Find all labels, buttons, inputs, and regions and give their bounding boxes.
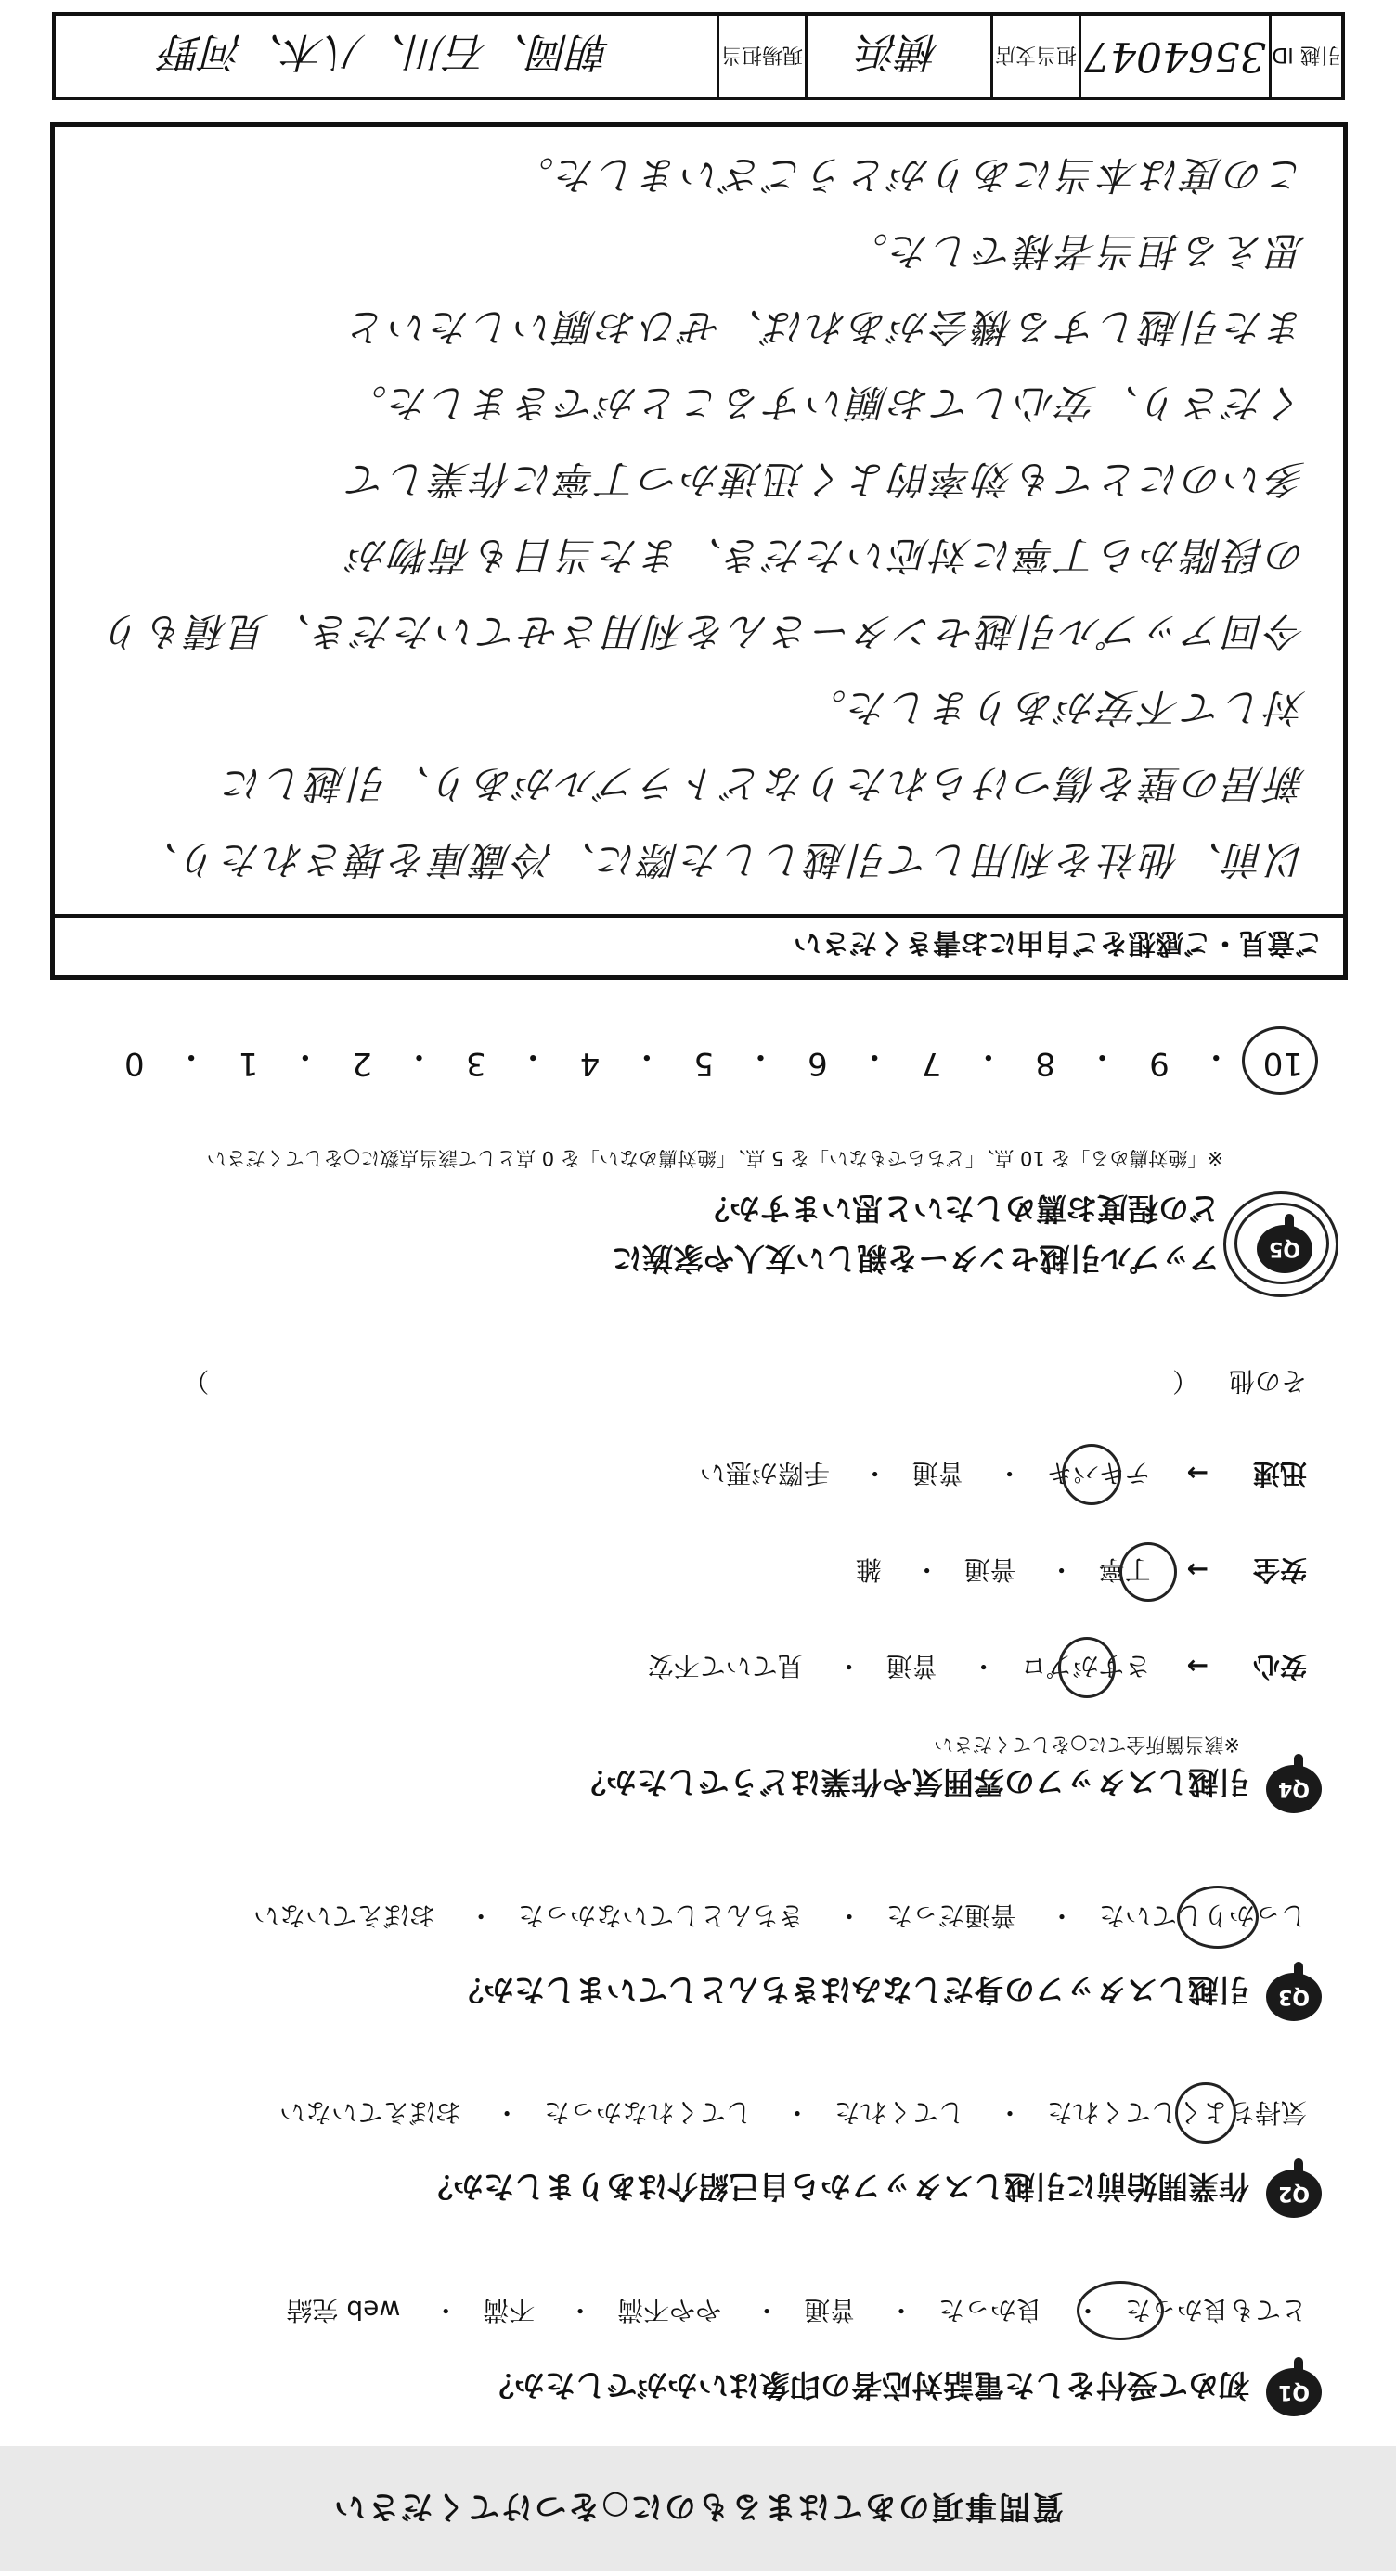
q4-option[interactable]: 手際が悪い	[699, 1458, 830, 1488]
q5-selection-circle	[1242, 1026, 1318, 1095]
q4-option[interactable]: 丁寧	[1098, 1554, 1151, 1585]
q5-score[interactable]: 4	[579, 1045, 601, 1082]
q5-score[interactable]: 8	[1035, 1045, 1056, 1082]
comment-line[interactable]: 多いのにとても効率的よく迅速かつ丁寧に作業して	[344, 457, 1306, 502]
comment-line[interactable]: また引越しする機会があれば、ぜひお願いしたいと	[344, 304, 1306, 350]
instruction-bar	[0, 2446, 1396, 2571]
id-value-cell[interactable]	[1081, 16, 1272, 97]
staff-info-table	[52, 12, 1345, 100]
comment-divider	[55, 914, 1343, 918]
q4-option[interactable]: 見ていて不安	[647, 1651, 804, 1681]
q4-other	[183, 1364, 1307, 1401]
q4-anshin-circle	[1058, 1637, 1116, 1698]
q1-option[interactable]: とても良かった	[1124, 2295, 1307, 2325]
q4-other-paren-close: ）	[183, 1366, 210, 1397]
q3-text: 引越しスタッフの身だしなみはきちんとしていましたか？	[453, 1972, 1249, 2008]
q5-badge: Q5	[1257, 1225, 1312, 1273]
q1-options: とても良かった・ 良かった・ 普通・ やや不満・ 不満・ web 完結	[287, 2293, 1308, 2330]
q1-selection-circle	[1077, 2281, 1164, 2340]
q4-option[interactable]: 普通	[885, 1651, 938, 1681]
q1-option[interactable]: 普通	[804, 2295, 857, 2325]
q2-selection-circle	[1175, 2082, 1236, 2144]
q4-badge: Q4	[1266, 1765, 1322, 1813]
branch-value-cell[interactable]	[808, 16, 993, 97]
q3-badge: Q3	[1266, 1973, 1322, 2021]
q4-jinsoku-circle	[1062, 1444, 1121, 1505]
q3-option[interactable]: きちんとしていなかった	[518, 1900, 805, 1931]
q3-option[interactable]: 普通だった	[886, 1900, 1017, 1931]
comment-line[interactable]: この度は本当にありがとうございました。	[511, 152, 1306, 198]
q5-score[interactable]: 6	[808, 1045, 828, 1082]
q4-anzen-circle	[1119, 1542, 1177, 1602]
leader-label-cell	[719, 16, 808, 97]
q5-scale: 10 ・ 9 ・ 8 ・ 7 ・ 6 ・ 5 ・ 4 ・ 3 ・ 2 ・ 1 ・ 0	[124, 1037, 1303, 1082]
leader-label: 現場担当	[721, 43, 804, 66]
q4-option[interactable]: 普通	[911, 1458, 964, 1488]
q4-note: ※該当箇所全てに○をしてください	[934, 1733, 1240, 1756]
q2-option[interactable]: 気持ちよくしてくれた	[1046, 2097, 1307, 2128]
q2-option[interactable]: してくれた	[834, 2097, 965, 2128]
id-label: 引越 ID	[1272, 43, 1341, 66]
q4-option[interactable]: 雑	[855, 1554, 882, 1585]
comment-line[interactable]: の段階から丁寧に対応いただき、また当日も荷物が	[346, 533, 1306, 578]
comment-line[interactable]: 対して不安がありました。	[804, 685, 1306, 730]
q4-row-label: 迅速	[1252, 1458, 1307, 1489]
q5-score[interactable]: 3	[466, 1045, 486, 1082]
id-label-cell	[1272, 16, 1341, 97]
q4-option[interactable]: 普通	[963, 1554, 1016, 1585]
q1-text: 初めて受付をした電話対応者の印象はいかがでしたか？	[484, 2367, 1249, 2403]
comment-line[interactable]: 今回アップル引越センターさんを利用させていただき、見積もり	[101, 609, 1306, 654]
q5-score[interactable]: 1	[238, 1045, 259, 1082]
q2-text: 作業開始前に引越しスタッフから自己紹介はありましたか？	[422, 2169, 1249, 2205]
q1-option[interactable]: やや不満	[617, 2295, 722, 2325]
branch-label: 担当支店	[995, 43, 1078, 66]
q5-text-line2: どの程度お薦めしたいと思いますか？	[699, 1191, 1220, 1227]
q4-row-label: 安全	[1252, 1554, 1307, 1586]
comment-line[interactable]: くださり、安心してお願いすることができました。	[344, 380, 1306, 426]
q5-score[interactable]: 5	[693, 1045, 715, 1082]
q3-options: しっかりしていた・ 普通だった・ きちんとしていなかった・ おぼえていない	[253, 1899, 1307, 1936]
comment-box	[50, 122, 1348, 980]
q2-badge: Q2	[1266, 2170, 1322, 2218]
q5-score[interactable]: 0	[124, 1045, 145, 1082]
q5-score[interactable]: 9	[1149, 1045, 1170, 1082]
q1-option[interactable]: 良かった	[938, 2295, 1043, 2325]
q3-option[interactable]: しっかりしていた	[1098, 1900, 1307, 1931]
comment-line[interactable]: 思える担当者様でした。	[846, 228, 1306, 274]
q1-option[interactable]: web 完結	[286, 2295, 401, 2325]
q5-text-line1: アップル引越センターを親しい友人や家族に	[611, 1241, 1220, 1277]
q1-badge: Q1	[1266, 2368, 1322, 2416]
q4-row-anzen: 安全→ 丁寧・ 普通・ 雑	[856, 1552, 1307, 1591]
q4-text: 引越しスタッフの雰囲気や作業はどうでしたか？	[575, 1764, 1249, 1800]
comment-line[interactable]: 新居の壁を傷つけられたりなどトラブルがあり、引越しに	[221, 761, 1306, 806]
comment-line[interactable]: 以前、他社を利用して引越しした際に、冷蔵庫を壊されたり、	[136, 837, 1306, 882]
q5-note: ※「絶対薦める」を 10 点、「どちらでもない」を 5 点、「絶対薦めない」を 0 点として該当点数に○をしてください	[206, 1147, 1223, 1169]
q4-option[interactable]: テキパキ	[1046, 1458, 1151, 1488]
comment-title: ご意見・ご感想をご自由にお書きください	[794, 926, 1323, 959]
q2-option[interactable]: おぼえていない	[279, 2097, 462, 2128]
q2-option[interactable]: してくれなかった	[544, 2097, 753, 2128]
q4-row-label: 安心	[1252, 1651, 1307, 1682]
q3-selection-circle	[1177, 1886, 1259, 1949]
q4-row-jinsoku: 迅速→ テキパキ・ 普通・ 手際が悪い	[700, 1456, 1307, 1494]
id-value: 3564047	[1084, 32, 1266, 80]
q4-other-paren-open: （	[1172, 1366, 1199, 1397]
q5-score[interactable]: 7	[921, 1045, 942, 1082]
leader-value-cell[interactable]	[56, 16, 719, 97]
q1-option[interactable]: 不満	[483, 2295, 536, 2325]
q2-options: 気持ちよくしてくれた・ してくれた・ してくれなかった・ おぼえていない	[279, 2095, 1307, 2132]
leader-value: 朝岡、石川、八木、河野	[162, 28, 611, 76]
branch-value: 横浜	[858, 28, 940, 76]
q4-row-anshin: 安心→ さすがプロ・ 普通・ 見ていて不安	[648, 1649, 1307, 1687]
instruction-text: 質問事項のあてはまるものに○をつけてください	[332, 2488, 1064, 2525]
q5-score[interactable]: 10	[1262, 1045, 1303, 1082]
q4-other-label: その他	[1228, 1366, 1307, 1397]
q3-option[interactable]: おぼえていない	[253, 1900, 436, 1931]
q4-option[interactable]: さすがプロ	[1020, 1651, 1151, 1681]
branch-label-cell	[993, 16, 1081, 97]
q5-score[interactable]: 2	[352, 1045, 372, 1082]
